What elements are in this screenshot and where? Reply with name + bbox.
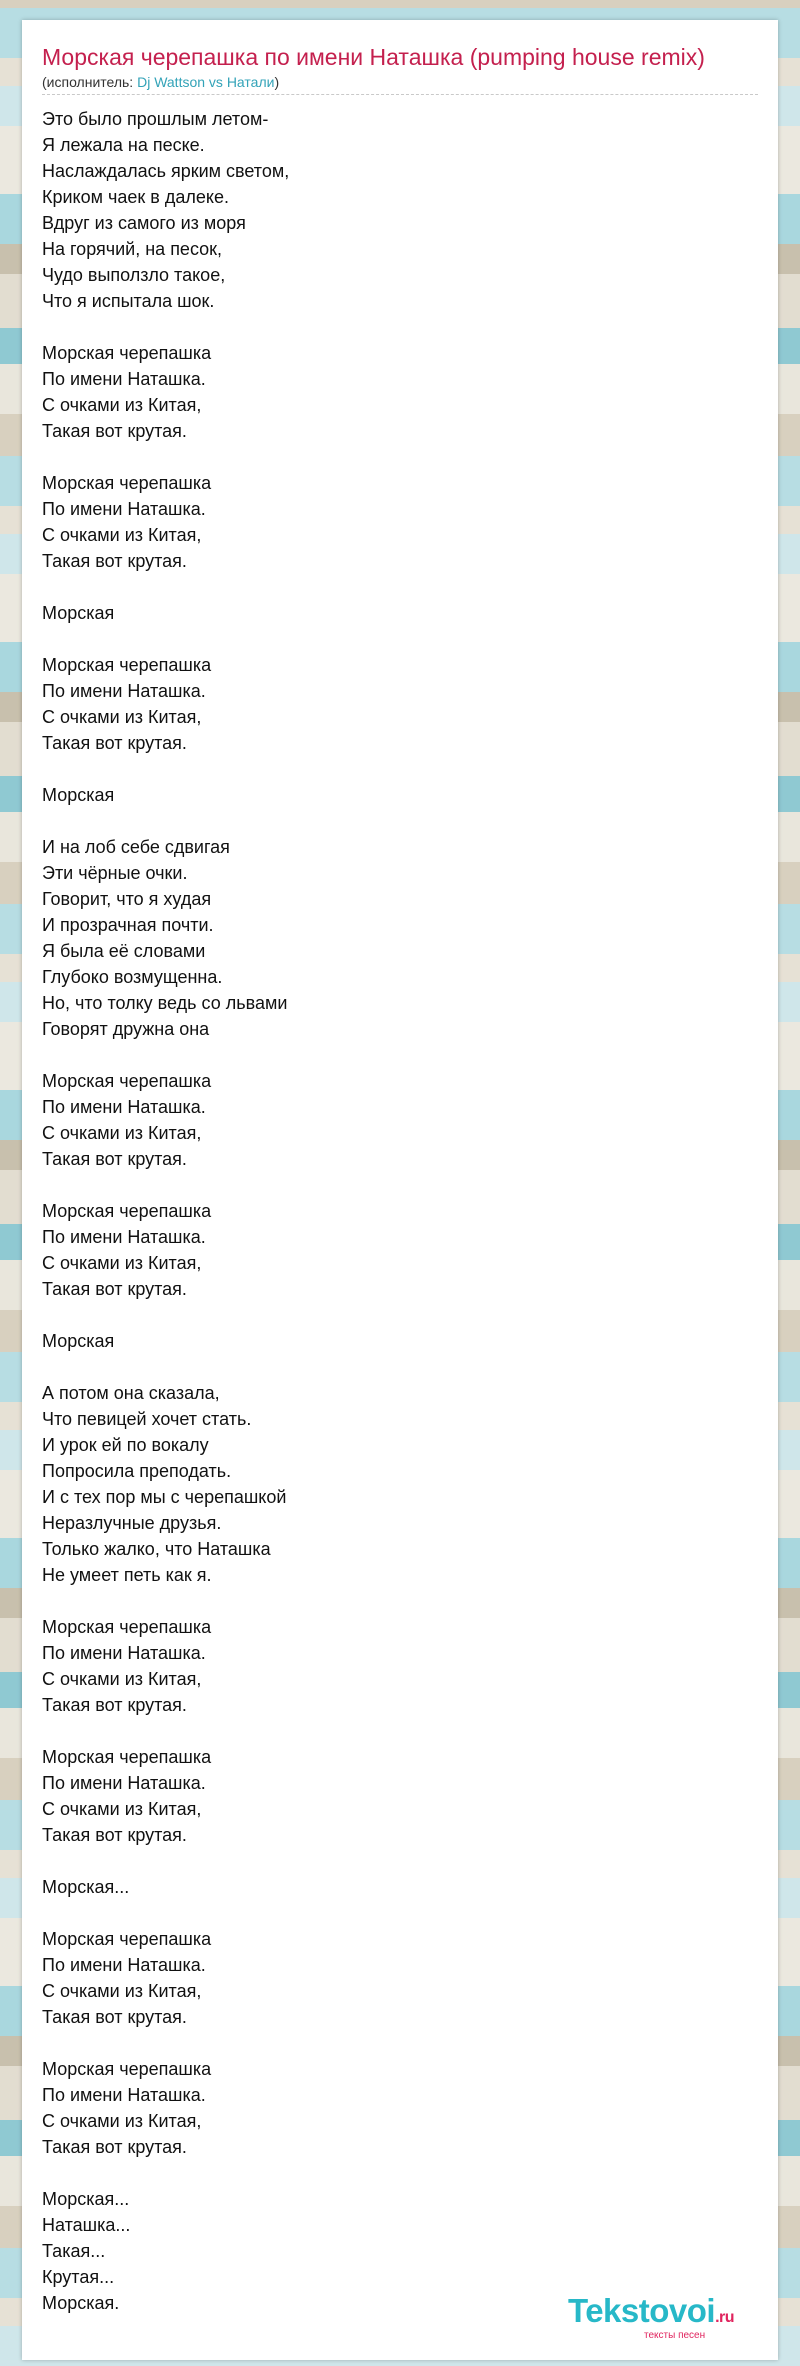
- lyric-line: С очками из Китая,: [42, 1123, 202, 1143]
- lyric-line: С очками из Китая,: [42, 1799, 202, 1819]
- lyric-blank-line: [42, 1588, 758, 1614]
- lyric-line: Говорят дружна она: [42, 1019, 210, 1039]
- lyric-blank-line: [42, 1042, 758, 1068]
- lyric-line: По имени Наташка.: [42, 1773, 206, 1793]
- lyric-line: Попросила преподать.: [42, 1461, 232, 1481]
- lyric-line: Не умеет петь как я.: [42, 1565, 212, 1585]
- lyric-line: По имени Наташка.: [42, 1643, 206, 1663]
- lyric-line: Морская черепашка: [42, 1617, 212, 1637]
- lyric-line: По имени Наташка.: [42, 681, 206, 701]
- lyric-line: Криком чаек в далеке.: [42, 187, 229, 207]
- site-logo[interactable]: [568, 2292, 768, 2342]
- lyric-line: Морская черепашка: [42, 1929, 212, 1949]
- lyric-line: С очками из Китая,: [42, 2111, 202, 2131]
- lyric-line: Чудо выползло такое,: [42, 265, 226, 285]
- lyric-line: Морская черепашка: [42, 2059, 212, 2079]
- lyric-line: Это было прошлым летом-: [42, 109, 269, 129]
- lyric-line: Такая вот крутая.: [42, 1825, 187, 1845]
- lyric-line: Глубоко возмущенна.: [42, 967, 223, 987]
- lyric-blank-line: [42, 314, 758, 340]
- lyric-line: Только жалко, что Наташка: [42, 1539, 271, 1559]
- byline-prefix: (исполнитель:: [42, 74, 138, 90]
- lyric-blank-line: [42, 1302, 758, 1328]
- lyric-line: С очками из Китая,: [42, 1253, 202, 1273]
- lyric-line: Такая...: [42, 2241, 106, 2261]
- lyric-line: Морская черепашка: [42, 1201, 212, 1221]
- lyric-line: Но, что толку ведь со львами: [42, 993, 288, 1013]
- lyric-blank-line: [42, 444, 758, 470]
- lyric-line: И прозрачная почти.: [42, 915, 214, 935]
- lyric-line: Неразлучные друзья.: [42, 1513, 222, 1533]
- page-title: Морская черепашка по имени Наташка (pumping house remix): [42, 44, 705, 70]
- lyric-blank-line: [42, 626, 758, 652]
- lyric-blank-line: [42, 1848, 758, 1874]
- lyric-line: Морская: [42, 785, 115, 805]
- lyric-line: Морская черепашка: [42, 473, 212, 493]
- lyric-blank-line: [42, 756, 758, 782]
- lyric-line: А потом она сказала,: [42, 1383, 220, 1403]
- lyric-line: Я была её словами: [42, 941, 206, 961]
- lyric-line: По имени Наташка.: [42, 1227, 206, 1247]
- lyric-line: Вдруг из самого из моря: [42, 213, 246, 233]
- lyric-line: По имени Наташка.: [42, 1097, 206, 1117]
- lyric-line: По имени Наташка.: [42, 2085, 206, 2105]
- lyric-line: Такая вот крутая.: [42, 1149, 187, 1169]
- lyric-blank-line: [42, 808, 758, 834]
- lyric-line: Морская: [42, 1331, 115, 1351]
- lyrics-text: [42, 106, 758, 2316]
- lyric-line: Такая вот крутая.: [42, 733, 187, 753]
- lyric-blank-line: [42, 2030, 758, 2056]
- logo-tagline: тексты песен: [644, 2330, 706, 2341]
- lyric-line: Морская.: [42, 2293, 120, 2313]
- lyric-blank-line: [42, 1718, 758, 1744]
- lyric-line: Наташка...: [42, 2215, 131, 2235]
- lyric-line: Такая вот крутая.: [42, 2007, 187, 2027]
- lyric-line: С очками из Китая,: [42, 1981, 202, 2001]
- lyric-line: Говорит, что я худая: [42, 889, 212, 909]
- lyric-line: Наслаждалась ярким светом,: [42, 161, 290, 181]
- lyric-blank-line: [42, 2160, 758, 2186]
- lyric-line: Морская черепашка: [42, 1747, 212, 1767]
- lyric-line: Такая вот крутая.: [42, 2137, 187, 2157]
- lyric-line: Морская черепашка: [42, 343, 212, 363]
- lyric-line: И на лоб себе сдвигая: [42, 837, 230, 857]
- lyric-line: Морская...: [42, 1877, 130, 1897]
- lyric-line: Морская...: [42, 2189, 130, 2209]
- lyric-line: И с тех пор мы с черепашкой: [42, 1487, 287, 1507]
- lyric-line: Такая вот крутая.: [42, 421, 187, 441]
- artist-byline: [42, 72, 279, 92]
- lyric-line: Такая вот крутая.: [42, 1279, 187, 1299]
- lyric-line: И урок ей по вокалу: [42, 1435, 209, 1455]
- logo-name: Tekstovoi: [568, 2292, 716, 2329]
- lyrics-card: [22, 20, 778, 2360]
- byline-suffix: ): [274, 74, 280, 90]
- lyric-blank-line: [42, 1354, 758, 1380]
- title-divider: [42, 94, 758, 95]
- lyric-line: С очками из Китая,: [42, 707, 202, 727]
- lyric-line: Эти чёрные очки.: [42, 863, 188, 883]
- lyric-line: Что певицей хочет стать.: [42, 1409, 252, 1429]
- lyric-line: Морская: [42, 603, 115, 623]
- lyric-line: Крутая...: [42, 2267, 115, 2287]
- lyric-line: Что я испытала шок.: [42, 291, 215, 311]
- lyric-line: Морская черепашка: [42, 655, 212, 675]
- lyric-blank-line: [42, 1172, 758, 1198]
- artist-link[interactable]: Dj Wattson vs Натали: [137, 74, 275, 90]
- lyric-line: Морская черепашка: [42, 1071, 212, 1091]
- lyric-line: Я лежала на песке.: [42, 135, 205, 155]
- lyric-line: С очками из Китая,: [42, 1669, 202, 1689]
- lyric-line: С очками из Китая,: [42, 395, 202, 415]
- lyric-line: С очками из Китая,: [42, 525, 202, 545]
- lyric-line: По имени Наташка.: [42, 369, 206, 389]
- lyric-line: По имени Наташка.: [42, 1955, 206, 1975]
- lyric-line: Такая вот крутая.: [42, 551, 187, 571]
- lyric-line: На горячий, на песок,: [42, 239, 223, 259]
- lyric-blank-line: [42, 1900, 758, 1926]
- logo-suffix: .ru: [715, 2309, 735, 2326]
- lyric-line: По имени Наташка.: [42, 499, 206, 519]
- lyric-line: Такая вот крутая.: [42, 1695, 187, 1715]
- lyric-blank-line: [42, 574, 758, 600]
